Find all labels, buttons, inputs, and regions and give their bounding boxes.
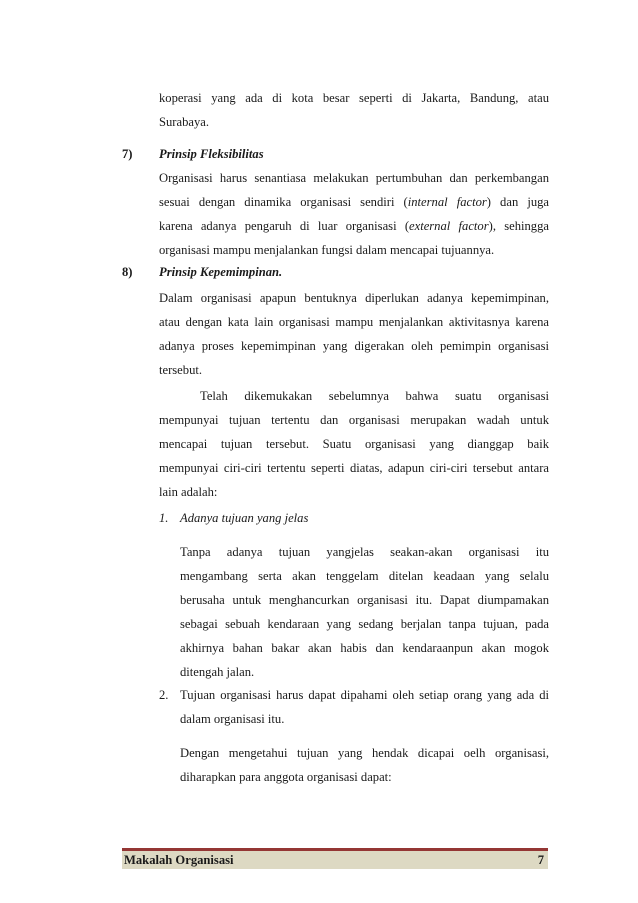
item-1-number: 1. (159, 511, 169, 525)
text-line: dalam organisasi itu. (180, 712, 285, 726)
footer-title: Makalah Organisasi (124, 853, 234, 867)
text-line: diharapkan para anggota organisasi dapat: (180, 770, 392, 784)
page-footer (122, 848, 548, 869)
text-line: mengambang serta akan tenggelam ditelan keadaan yang selalu (180, 569, 549, 583)
item-2-paragraph (180, 683, 549, 731)
text-line: Telah dikemukakan sebelumnya bahwa suatu organisasi (200, 389, 549, 403)
section-8-paragraph (159, 286, 549, 382)
text-line: mempunyai ciri-ciri tertentu seperti diatas, adapun ciri-ciri tersebut antara (159, 461, 549, 475)
text-line: Organisasi harus senantiasa melakukan pertumbuhan dan perkembangan (159, 171, 549, 185)
text-line: sebagai sebuah kendaraan yang sedang berjalan tanpa tujuan, pada (180, 617, 549, 631)
text-line: organisasi mampu menjalankan fungsi dalam mencapai tujuannya. (159, 243, 495, 257)
text-line: atau dengan kata lain organisasi mampu menjalankan aktivitasnya karena (159, 315, 549, 329)
section-8-number: 8) (122, 265, 133, 279)
text-line: berusaha untuk menghancurkan organisasi itu. Dapat diumpamakan (180, 593, 549, 607)
text-line: koperasi yang ada di kota besar seperti di Jakarta, Bandung, atau (159, 91, 549, 105)
item-1-paragraph (180, 540, 549, 684)
text-line: Surabaya. (159, 115, 210, 129)
item-1-heading: Adanya tujuan yang jelas (180, 511, 309, 525)
text-line: Tujuan organisasi harus dapat dipahami oleh setiap orang yang ada di (180, 688, 549, 702)
text-line: mencapai tujuan tersebut. Suatu organisasi yang dianggap baik (159, 437, 549, 451)
section-7-number: 7) (122, 147, 133, 161)
text-line: ditengah jalan. (180, 665, 255, 679)
text-line: tersebut. (159, 363, 203, 377)
section-7-paragraph (159, 166, 549, 262)
text-line: lain adalah: (159, 485, 218, 499)
text-line: Dengan mengetahui tujuan yang hendak dicapai oelh organisasi, (180, 746, 549, 760)
text-line: karena adanya pengaruh di luar organisasi (external factor), sehingga (159, 219, 549, 233)
text-line: Dalam organisasi apapun bentuknya diperlukan adanya kepemimpinan, (159, 291, 549, 305)
page-number: 7 (537, 853, 544, 867)
body-paragraph (159, 384, 549, 504)
text-line: mempunyai tujuan tertentu dan organisasi merupakan wadah untuk (159, 413, 549, 427)
item-2-number: 2. (159, 688, 169, 702)
text-line: Tanpa adanya tujuan yangjelas seakan-akan organisasi itu (180, 545, 549, 559)
section-8-heading: Prinsip Kepemimpinan. (159, 265, 283, 279)
text-line: adanya proses kepemimpinan yang digerakan oleh pemimpin organisasi (159, 339, 549, 353)
item-2-follow-paragraph (180, 741, 549, 789)
text-line: sesuai dengan dinamika organisasi sendiri (internal factor) dan juga (159, 195, 550, 209)
section-7-heading: Prinsip Fleksibilitas (159, 147, 264, 161)
text-line: akhirnya bahan bakar akan habis dan kendaraanpun akan mogok (180, 641, 549, 655)
intro-paragraph (159, 86, 549, 134)
